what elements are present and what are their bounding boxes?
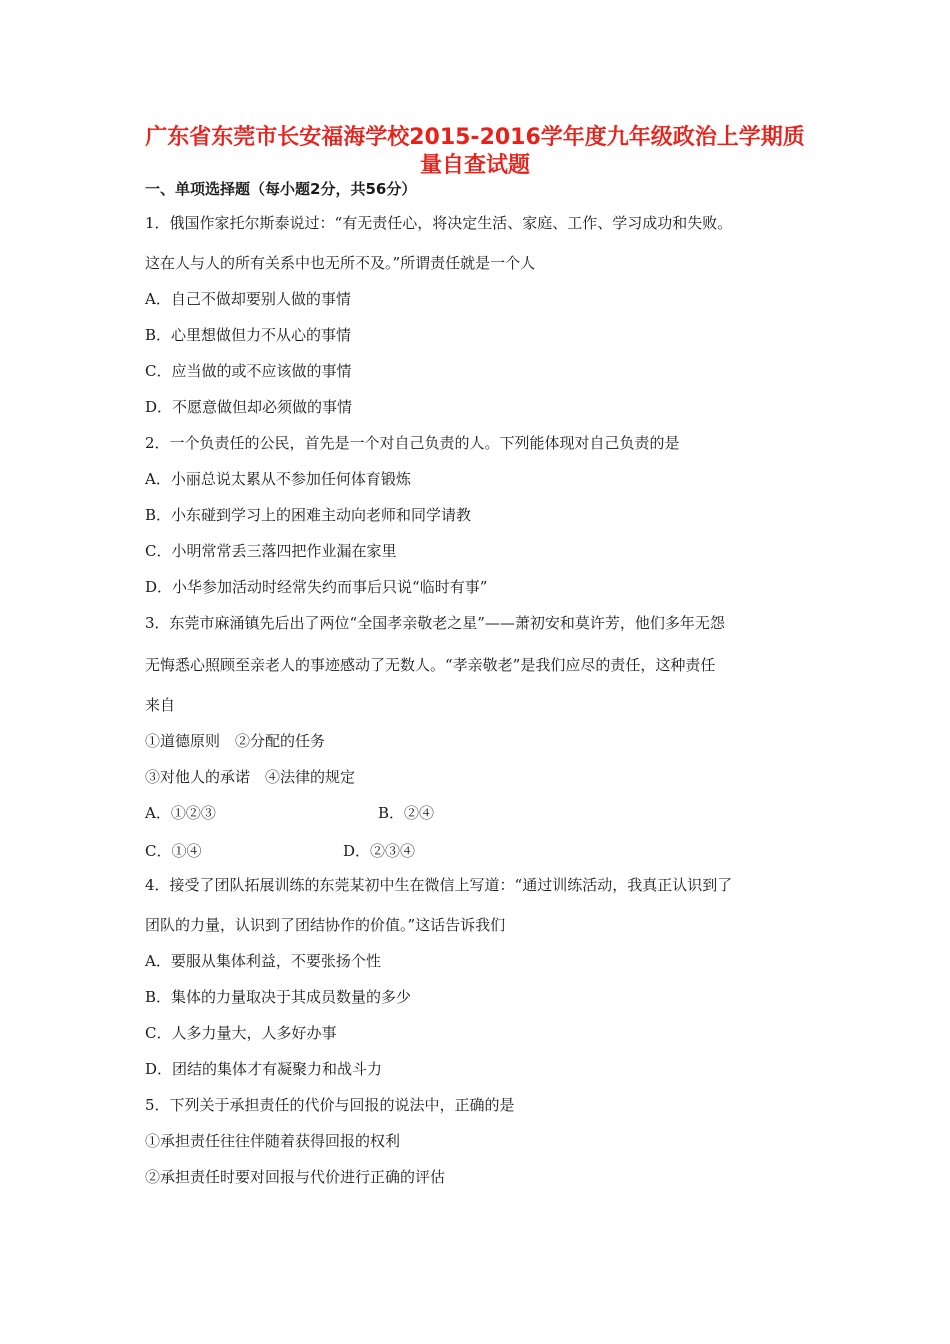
q3-statement-line-1: ①道德原则 ②分配的任务 (145, 732, 326, 750)
q1-stem-line-2: 这在人与人的所有关系中也无所不及。”所谓责任就是一个人 (145, 254, 536, 272)
q4-option-b: B．集体的力量取决于其成员数量的多少 (145, 988, 412, 1006)
q2-option-b: B．小东碰到学习上的困难主动向老师和同学请教 (145, 506, 472, 524)
q2-stem-line-1: 2．一个负责任的公民，首先是一个对自己负责的人。下列能体现对自己负责的是 (145, 434, 680, 452)
q1-option-a: A．自己不做却要别人做的事情 (145, 290, 351, 308)
q1-option-d: D．不愿意做但却必须做的事情 (145, 398, 353, 416)
q2-option-a: A．小丽总说太累从不参加任何体育锻炼 (145, 470, 411, 488)
q1-stem-line-1: 1．俄国作家托尔斯泰说过：“有无责任心，将决定生活、家庭、工作、学习成功和失败。 (145, 214, 733, 232)
q2-option-d: D．小华参加活动时经常失约而事后只说“临时有事” (145, 578, 488, 596)
q4-option-d: D．团结的集体才有凝聚力和战斗力 (145, 1060, 383, 1078)
q3-stem-line-2: 无悔悉心照顾至亲老人的事迹感动了无数人。“孝亲敬老”是我们应尽的责任，这种责任 (145, 656, 716, 674)
q4-stem-line-2: 团队的力量，认识到了团结协作的价值。”这话告诉我们 (145, 916, 506, 934)
q3-option-c: C．①④ (145, 842, 202, 860)
q2-option-c: C．小明常常丢三落四把作业漏在家里 (145, 542, 397, 560)
q5-statement-line-1: ①承担责任往往伴随着获得回报的权利 (145, 1132, 401, 1150)
q3-stem-line-1: 3．东莞市麻涌镇先后出了两位“全国孝亲敬老之星”——萧初安和莫许芳，他们多年无怨 (145, 614, 725, 632)
q4-option-a: A．要服从集体利益，不要张扬个性 (145, 952, 381, 970)
q4-stem-line-1: 4．接受了团队拓展训练的东莞某初中生在微信上写道：“通过训练活动，我真正认识到了 (145, 876, 733, 894)
document-title-line-1: 广东省东莞市长安福海学校2015-2016学年度九年级政治上学期质 (145, 125, 805, 150)
q1-option-b: B．心里想做但力不从心的事情 (145, 326, 352, 344)
q3-statement-line-2: ③对他人的承诺 ④法律的规定 (145, 768, 356, 786)
q3-option-b: B．②④ (378, 804, 435, 822)
q4-option-c: C．人多力量大，人多好办事 (145, 1024, 337, 1042)
document-title-line-2: 量自查试题 (419, 153, 530, 178)
q5-statement-line-2: ②承担责任时要对回报与代价进行正确的评估 (145, 1168, 446, 1186)
q3-option-d: D．②③④ (343, 842, 416, 860)
section-heading: 一、单项选择题（每小题2分，共56分） (145, 180, 417, 198)
q3-option-a: A．①②③ (145, 804, 216, 822)
q1-option-c: C．应当做的或不应该做的事情 (145, 362, 352, 380)
q5-stem-line-1: 5．下列关于承担责任的代价与回报的说法中，正确的是 (145, 1096, 515, 1114)
q3-stem-line-3: 来自 (145, 696, 176, 714)
